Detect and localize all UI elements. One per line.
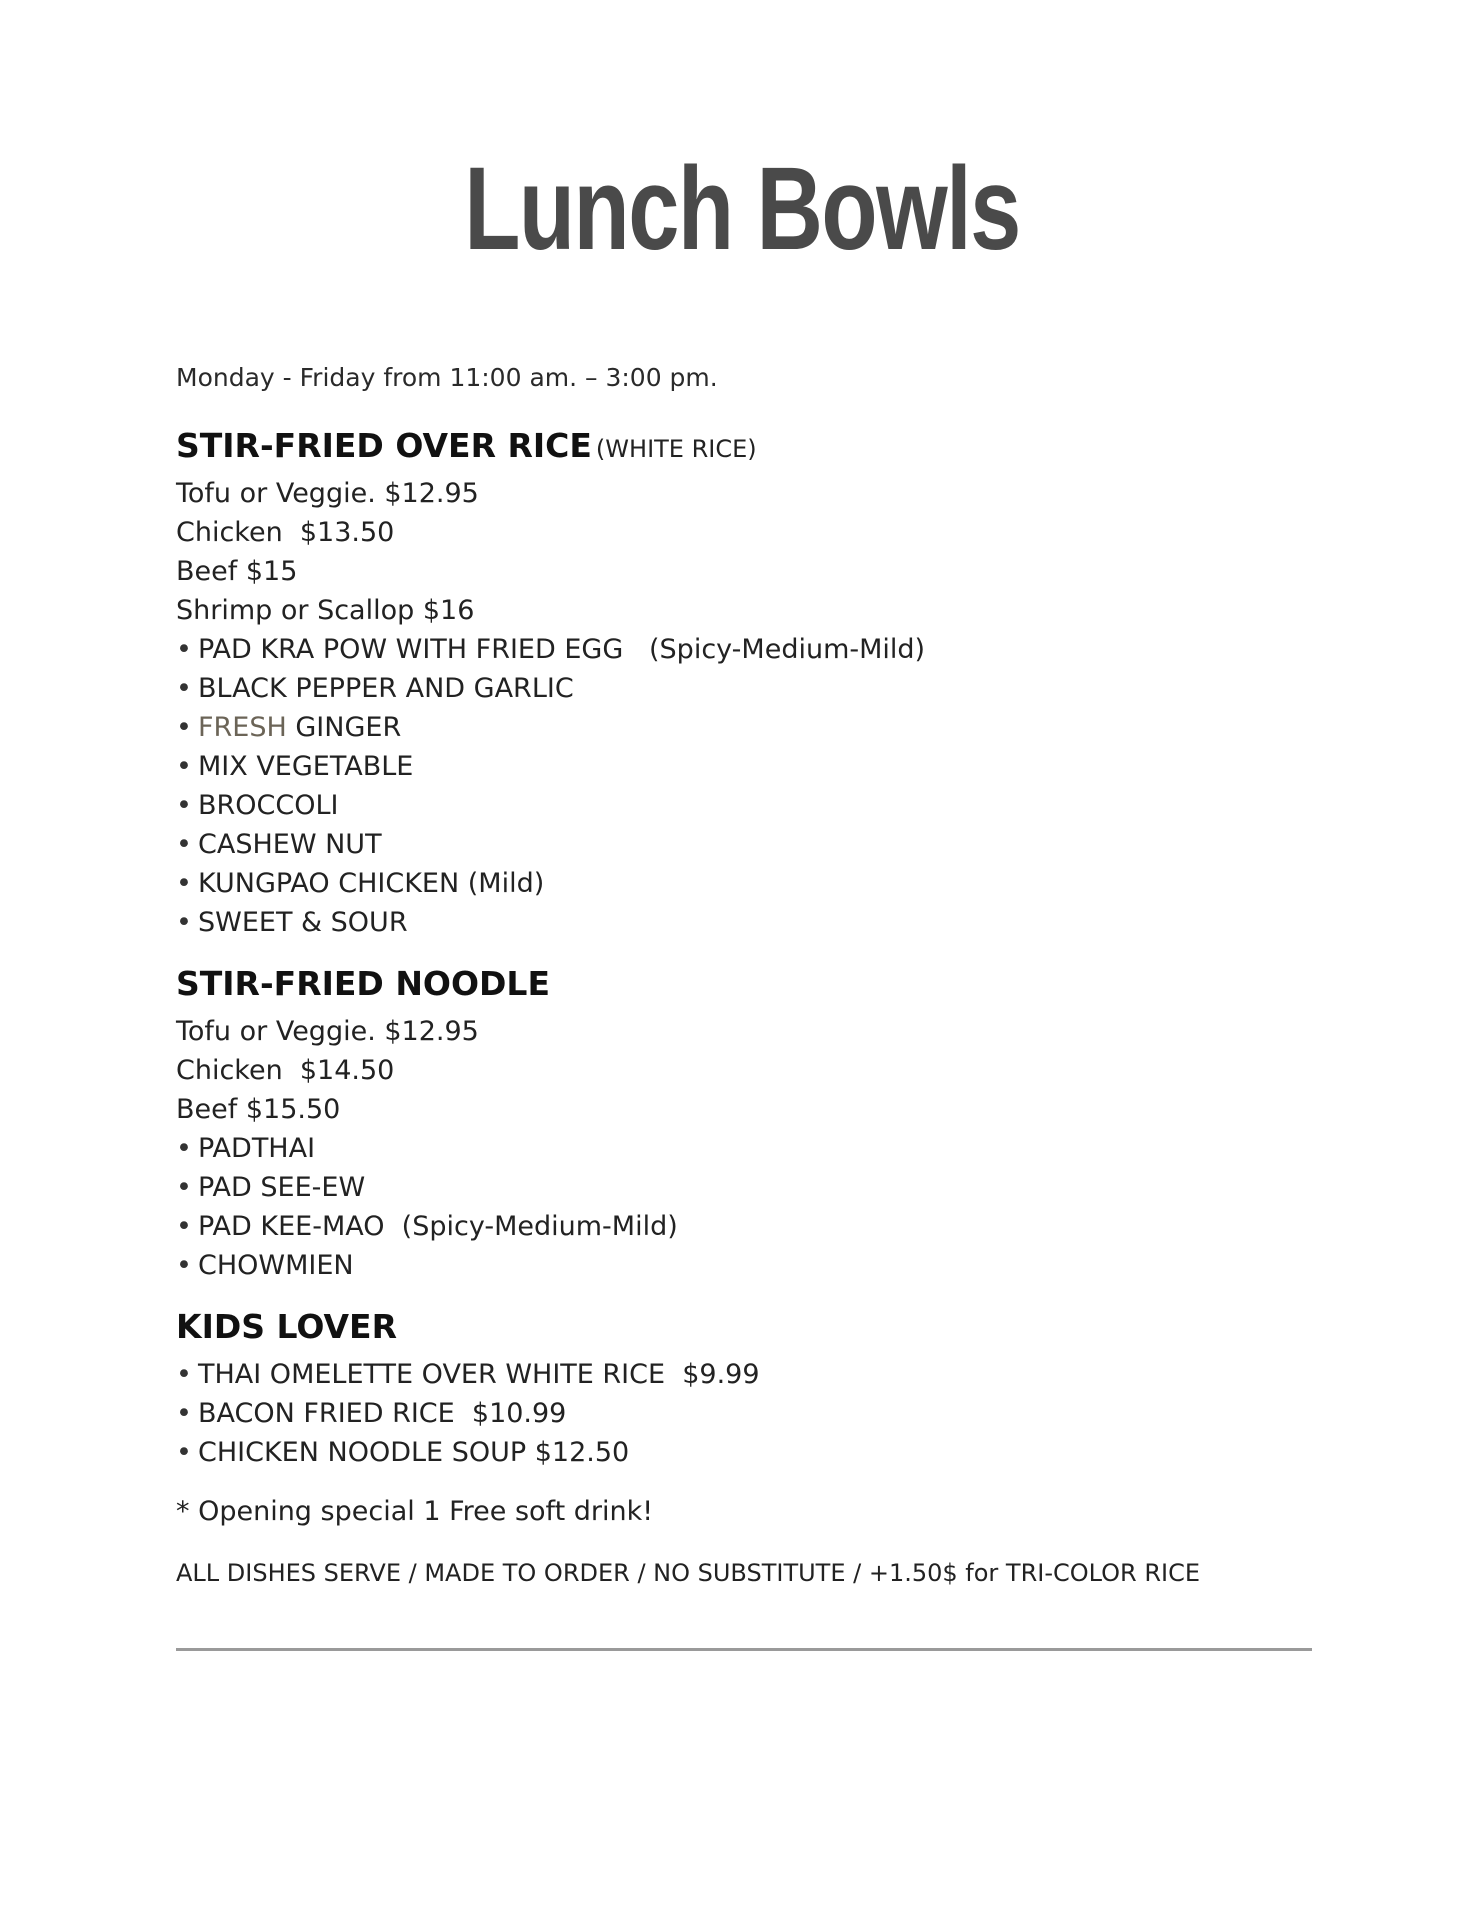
price-line: Chicken $14.50 bbox=[176, 1055, 395, 1086]
divider-line bbox=[176, 1648, 1312, 1651]
bullet-icon: • bbox=[176, 1437, 192, 1468]
menu-item-label: PAD KEE-MAO (Spicy-Medium-Mild) bbox=[198, 1211, 678, 1242]
menu-item bbox=[176, 1168, 1316, 1207]
bullet-icon: • bbox=[176, 1172, 192, 1203]
section-title: STIR-FRIED OVER RICE bbox=[176, 426, 592, 465]
menu-item-label: KUNGPAO CHICKEN (Mild) bbox=[198, 868, 545, 899]
menu-item-label: CHICKEN NOODLE SOUP $12.50 bbox=[198, 1437, 630, 1468]
bullet-icon: • bbox=[176, 751, 192, 782]
opening-special: * Opening special 1 Free soft drink! bbox=[176, 1496, 654, 1527]
bullet-icon: • bbox=[176, 1359, 192, 1390]
price-line: Tofu or Veggie. $12.95 bbox=[176, 478, 479, 509]
price-line: Shrimp or Scallop $16 bbox=[176, 595, 475, 626]
menu-item bbox=[176, 864, 1316, 903]
section-kids-lover bbox=[176, 1305, 1316, 1472]
menu-item-label: PADTHAI bbox=[198, 1133, 316, 1164]
menu-item-label: BROCCOLI bbox=[198, 790, 339, 821]
menu-item-label: GINGER bbox=[286, 712, 402, 743]
menu-content bbox=[176, 360, 1316, 1591]
menu-item bbox=[176, 747, 1316, 786]
bullet-icon: • bbox=[176, 634, 192, 665]
menu-item bbox=[176, 669, 1316, 708]
section-title: KIDS LOVER bbox=[176, 1307, 398, 1346]
menu-item-label: CHOWMIEN bbox=[198, 1250, 354, 1281]
section-stir-fried-noodle bbox=[176, 962, 1316, 1285]
menu-item-label: CASHEW NUT bbox=[198, 829, 382, 860]
bullet-icon: • bbox=[176, 1133, 192, 1164]
menu-item-label: BACON FRIED RICE $10.99 bbox=[198, 1398, 567, 1429]
menu-item bbox=[176, 1246, 1316, 1285]
bullet-icon: • bbox=[176, 673, 192, 704]
bullet-icon: • bbox=[176, 1398, 192, 1429]
menu-item bbox=[176, 786, 1316, 825]
menu-item-label: PAD KRA POW WITH FRIED EGG (Spicy-Medium-Mild) bbox=[198, 634, 926, 665]
menu-item bbox=[176, 1433, 1316, 1472]
menu-item bbox=[176, 1394, 1316, 1433]
bullet-icon: • bbox=[176, 790, 192, 821]
section-stir-fried-rice bbox=[176, 424, 1316, 942]
price-line: Chicken $13.50 bbox=[176, 517, 395, 548]
menu-item-label: BLACK PEPPER AND GARLIC bbox=[198, 673, 574, 704]
section-header bbox=[176, 424, 1316, 474]
menu-item bbox=[176, 1129, 1316, 1168]
menu-item bbox=[176, 903, 1316, 942]
bullet-icon: • bbox=[176, 907, 192, 938]
section-header bbox=[176, 1305, 1316, 1355]
menu-item-label: SWEET & SOUR bbox=[198, 907, 408, 938]
section-note: (WHITE RICE) bbox=[595, 435, 757, 463]
menu-item bbox=[176, 1355, 1316, 1394]
hours-text: Monday - Friday from 11:00 am. – 3:00 pm. bbox=[176, 363, 718, 392]
menu-item bbox=[176, 630, 1316, 669]
page-title: Lunch Bowls bbox=[464, 143, 1020, 275]
menu-item bbox=[176, 1207, 1316, 1246]
price-line: Tofu or Veggie. $12.95 bbox=[176, 1016, 479, 1047]
bullet-icon: • bbox=[176, 1211, 192, 1242]
bullet-icon: • bbox=[176, 712, 192, 743]
section-title: STIR-FRIED NOODLE bbox=[176, 964, 551, 1003]
bullet-icon: • bbox=[176, 1250, 192, 1281]
menu-item-label: MIX VEGETABLE bbox=[198, 751, 414, 782]
section-header bbox=[176, 962, 1316, 1012]
footer-note: ALL DISHES SERVE / MADE TO ORDER / NO SUBSTITUTE / +1.50$ for TRI-COLOR RICE bbox=[176, 1559, 1201, 1587]
bullet-icon: • bbox=[176, 868, 192, 899]
menu-item-label: THAI OMELETTE OVER WHITE RICE $9.99 bbox=[198, 1359, 760, 1390]
price-line: Beef $15 bbox=[176, 556, 298, 587]
menu-item bbox=[176, 708, 1316, 747]
menu-item-accent: FRESH bbox=[198, 712, 287, 743]
menu-item bbox=[176, 825, 1316, 864]
menu-item-label: PAD SEE-EW bbox=[198, 1172, 366, 1203]
price-line: Beef $15.50 bbox=[176, 1094, 341, 1125]
bullet-icon: • bbox=[176, 829, 192, 860]
